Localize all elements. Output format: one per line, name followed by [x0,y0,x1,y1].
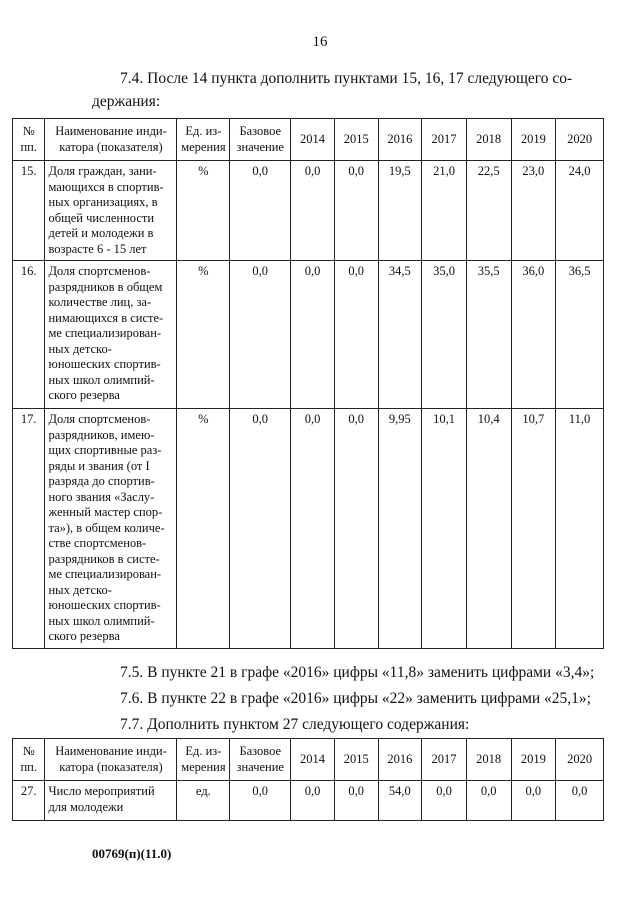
indicator-name-line: общей численности [48,210,155,225]
year-value-cell: 10,4 [466,409,511,649]
header-name-line: Наименование инди- [55,744,167,758]
row-number: 27. [13,781,45,821]
year-value-cell: 0,0 [291,261,335,409]
header-base-line: Базовое [239,744,282,758]
year-value-cell: 22,5 [466,161,511,261]
indicator-name-line: юношеских спортив- [48,357,161,371]
year-value-cell: 23,0 [511,161,556,261]
year-value-cell: 0,0 [291,781,335,821]
indicator-name-line: детей и молодежи в [48,226,154,240]
indicator-name [45,409,177,649]
unit-cell: ед. [177,781,230,821]
indicator-name [45,261,177,409]
indicator-name-line: Доля граждан, зани- [48,164,157,178]
header-year: 2020 [556,119,604,161]
indicator-name-line: количестве лиц, за- [48,295,152,309]
indicator-name-line: ных школ олимпий- [48,613,155,628]
year-value-cell: 36,0 [511,261,556,409]
header-base-line: значение [236,139,284,154]
header-year: 2017 [422,739,467,781]
indicators-table-2 [12,738,604,821]
indicator-name-line: ного звания «Заслу- [48,489,155,504]
header-year: 2018 [466,119,511,161]
header-year: 2016 [378,739,422,781]
header-unit-line: Ед. из- [185,744,222,758]
indicator-name-line: Число мероприятий [48,784,155,798]
header-year: 2014 [291,739,335,781]
year-value-cell: 0,0 [334,161,378,261]
header-year: 2015 [334,119,378,161]
year-value-cell: 0,0 [422,781,467,821]
year-value-cell: 0,0 [291,161,335,261]
year-value-cell: 0,0 [334,409,378,649]
base-value-cell: 0,0 [230,781,291,821]
unit-cell: % [177,409,230,649]
document-footer-code: 00769(п)(11.0) [92,846,172,861]
intro-line-1: 7.4. После 14 пункта дополнить пунктами 15, 16, 17 следующего со- [120,70,573,87]
table-header-row [13,119,604,161]
header-unit-line: Ед. из- [185,124,222,138]
indicator-name-line: ряды и звания (от I [48,458,150,473]
year-value-cell: 0,0 [511,781,556,821]
header-base-line: Базовое [239,124,282,138]
table-header-row [13,739,604,781]
year-value-cell: 0,0 [556,781,604,821]
header-name [45,739,177,781]
year-value-cell: 21,0 [422,161,467,261]
year-value-cell: 10,1 [422,409,467,649]
header-year: 2016 [378,119,422,161]
intro-line-2: держания: [92,93,161,110]
table-row [13,409,604,649]
indicator-name-line: для молодежи [48,799,124,814]
unit-cell: % [177,261,230,409]
base-value-cell: 0,0 [230,161,291,261]
header-unit-line: мерения [181,759,226,774]
year-value-cell: 0,0 [334,261,378,409]
header-year: 2014 [291,119,335,161]
header-base [230,119,291,161]
header-name-line: Наименование инди- [55,124,167,138]
header-year: 2018 [466,739,511,781]
base-value-cell: 0,0 [230,409,291,649]
row-number: 15. [13,161,45,261]
header-year: 2019 [511,119,556,161]
indicator-name-line: разрядников в общем [48,279,163,294]
page-number: 16 [312,34,328,50]
year-value-cell: 11,0 [556,409,604,649]
indicator-name-line: Доля спортсменов- [48,264,151,278]
header-num [13,739,45,781]
indicator-name-line: Доля спортсменов- [48,412,151,426]
indicator-name-line: юношеских спортив- [48,598,161,612]
year-value-cell: 0,0 [334,781,378,821]
year-value-cell: 36,5 [556,261,604,409]
indicator-name-line: ского резерва [48,388,120,402]
indicator-name-line: ных детско- [48,582,112,597]
year-value-cell: 35,5 [466,261,511,409]
year-value-cell: 10,7 [511,409,556,649]
indicator-name-line: ных детско- [48,341,112,356]
header-year: 2020 [556,739,604,781]
header-year: 2019 [511,739,556,781]
indicator-name-line: разряда до спортив- [48,474,155,488]
year-value-cell: 19,5 [378,161,422,261]
header-unit-line: мерения [181,139,226,154]
indicator-name-line: ме специализирован- [48,567,162,581]
header-year: 2015 [334,739,378,781]
indicator-name-line: ных школ олимпий- [48,372,155,387]
indicators-table-1 [12,118,604,649]
year-value-cell: 0,0 [291,409,335,649]
row-number: 17. [13,409,45,649]
header-num-line: пп. [20,759,37,774]
header-name-line: катора (показателя) [59,139,163,154]
indicator-name [45,781,177,821]
indicator-name-line: ме специализирован- [48,326,162,340]
indicator-name-line: разрядников, имею- [48,427,155,442]
year-value-cell: 9,95 [378,409,422,649]
header-base [230,739,291,781]
year-value-cell: 35,0 [422,261,467,409]
row-number: 16. [13,261,45,409]
header-num-line: № [22,124,35,138]
indicator-name [45,161,177,261]
paragraph-7-7: 7.7. Дополнить пунктом 27 следующего содержания: [120,716,470,733]
table-row [13,161,604,261]
header-year: 2017 [422,119,467,161]
unit-cell: % [177,161,230,261]
header-name-line: катора (показателя) [59,759,163,774]
indicator-name-line: ского резерва [48,629,120,643]
table-row [13,781,604,821]
header-num-line: пп. [20,139,37,154]
header-unit [177,119,230,161]
year-value-cell: 24,0 [556,161,604,261]
year-value-cell: 54,0 [378,781,422,821]
header-num [13,119,45,161]
indicator-name-line: нимающихся в систе- [48,310,164,325]
header-unit [177,739,230,781]
year-value-cell: 0,0 [466,781,511,821]
header-num-line: № [22,744,35,758]
header-name [45,119,177,161]
indicator-name-line: возрасте 6 - 15 лет [48,241,147,256]
paragraph-7-6: 7.6. В пункте 22 в графе «2016» цифры «22» заменить цифрами «25,1»; [120,690,591,707]
paragraph-7-5: 7.5. В пункте 21 в графе «2016» цифры «11,8» заменить цифрами «3,4»; [120,664,595,681]
indicator-name-line: та»), в общем количе- [48,520,165,535]
indicator-name-line: щих спортивные раз- [48,443,162,457]
indicator-name-line: мающихся в спортив- [48,179,164,194]
indicator-name-line: женный мастер спор- [48,505,163,519]
indicator-name-line: ных организациях, в [48,195,158,209]
table-row [13,261,604,409]
header-base-line: значение [236,759,284,774]
year-value-cell: 34,5 [378,261,422,409]
indicator-name-line: разрядников в систе- [48,551,160,566]
indicator-name-line: стве спортсменов- [48,536,147,550]
base-value-cell: 0,0 [230,261,291,409]
